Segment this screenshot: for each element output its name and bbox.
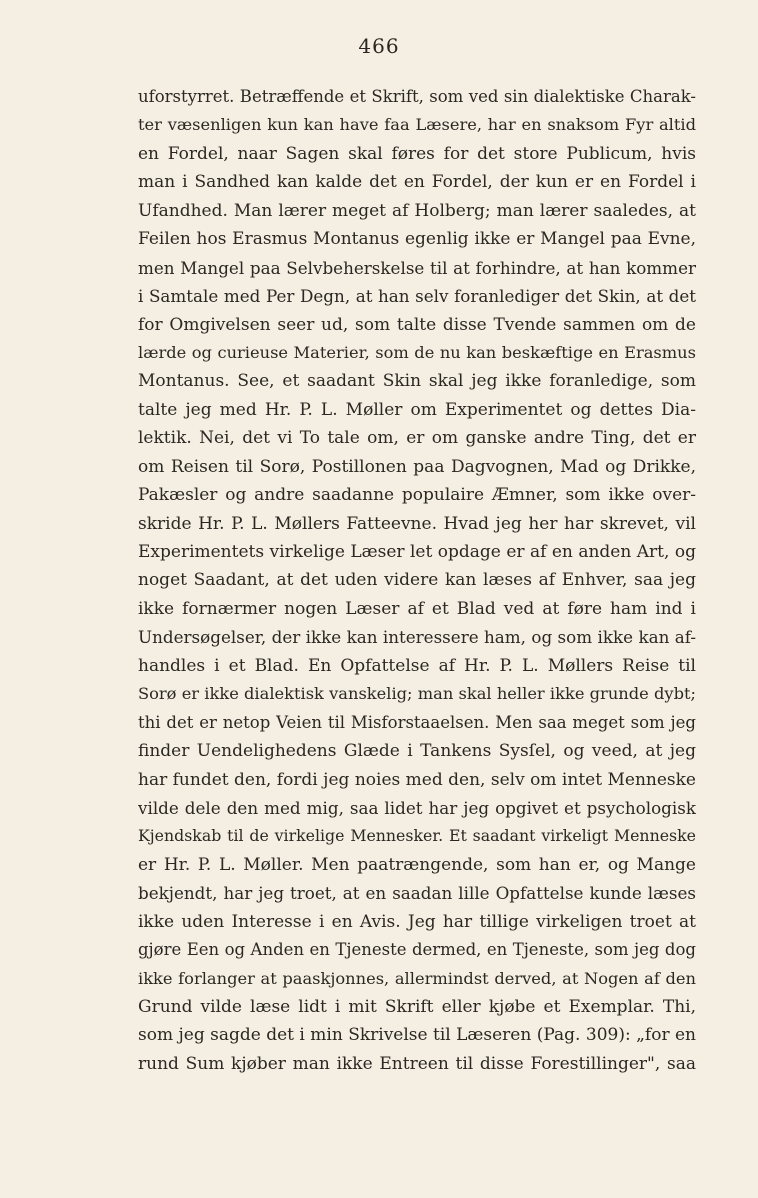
text-line: noget Saadant, at det uden videre kan læses af Enhver, saa jeg: [138, 570, 696, 591]
text-line: handles i et Blad. En Opfattelse af Hr. P. L. Møllers Reise til: [138, 655, 696, 676]
text-line: Feilen hos Erasmus Montanus egenlig ikke er Mangel paa Evne,: [138, 229, 696, 250]
text-line: i Samtale med Per Degn, at han selv foranlediger det Skin, at det: [138, 286, 696, 307]
page-number: 466: [358, 34, 400, 58]
text-line: har fundet den, fordi jeg noies med den, selv om intet Menneske: [138, 769, 696, 790]
text-line: lektik. Nei, det vi To tale om, er om ganske andre Ting, det er: [138, 428, 696, 449]
text-line: som jeg sagde det i min Skrivelse til Læseren (Pag. 309): „for en: [138, 1025, 696, 1046]
text-line: Montanus. See, et saadant Skin skal jeg ikke foranledige, som: [138, 371, 696, 392]
text-line: Ufandhed. Man lærer meget af Holberg; man lærer saaledes, at: [138, 200, 696, 221]
text-line: Kjendskab til de virkelige Mennesker. Et saadant virkeligt Menneske: [138, 826, 696, 846]
text-line: for Omgivelsen seer ud, som talte disse Tvende sammen om de: [138, 314, 696, 335]
text-line: man i Sandhed kan kalde det en Fordel, der kun er en Fordel i: [138, 172, 696, 193]
text-line: om Reisen til Sorø, Postillonen paa Dagvognen, Mad og Drikke,: [138, 456, 696, 477]
text-line: Undersøgelser, der ikke kan interessere ham, og som ikke kan af-: [138, 627, 696, 648]
text-line: vilde dele den med mig, saa lidet har jeg opgivet et psychologisk: [138, 797, 696, 818]
text-line: finder Uendelighedens Glæde i Tankens Sysſel, og veed, at jeg: [138, 741, 696, 762]
text-line: Experimentets virkelige Læser let opdage er af en anden Art, og: [138, 542, 696, 562]
text-line: en Fordel, naar Sagen skal føres for det store Publicum, hvis: [138, 143, 696, 164]
text-line: talte jeg med Hr. P. L. Møller om Experimentet og dettes Dia-: [138, 399, 696, 420]
text-line: ikke forlanger at paaskjonnes, allermindst derved, at Nogen af den: [138, 968, 696, 988]
text-line: rund Sum kjøber man ikke Entreen til disse Forestillinger", saa: [138, 1053, 696, 1074]
text-line: ikke uden Interesse i en Avis. Jeg har tillige virkeligen troet at: [138, 911, 696, 932]
text-line: skride Hr. P. L. Møllers Fatteevne. Hvad jeg her har skrevet, vil: [138, 513, 696, 534]
text-line: Sorø er ikke dialektisk vanskelig; man skal heller ikke grunde dybt;: [138, 684, 696, 704]
text-line: Grund vilde læse lidt i mit Skrift eller kjøbe et Exemplar. Thi,: [138, 997, 696, 1017]
text-line: Pakæsler og andre saadanne populaire Æmner, som ikke over-: [138, 485, 696, 506]
text-line: lærde og curieuse Materier, som de nu kan beskæftige en Erasmus: [138, 342, 696, 362]
text-line: men Mangel paa Selvbeherskelse til at forhindre, at han kommer: [138, 257, 696, 278]
text-line: bekjendt, har jeg troet, at en saadan lille Opfattelse kunde læses: [138, 883, 696, 904]
text-line: gjøre Een og Anden en Tjeneste dermed, en Tjeneste, som jeg dog: [138, 940, 696, 960]
text-line: uforstyrret. Betræffende et Skrift, som ved sin dialektiske Charak-: [138, 87, 696, 106]
text-line: thi det er netop Veien til Misforstaaelsen. Men saa meget som jeg: [138, 712, 696, 732]
text-line: ter væsenligen kun kan have faa Læsere, har en snaksom Fyr altid: [138, 115, 696, 135]
text-line: ikke fornærmer nogen Læser af et Blad ved at føre ham ind i: [138, 598, 696, 619]
body-text: [138, 83, 696, 1078]
text-line: er Hr. P. L. Møller. Men paatrængende, som han er, og Mange: [138, 854, 696, 875]
